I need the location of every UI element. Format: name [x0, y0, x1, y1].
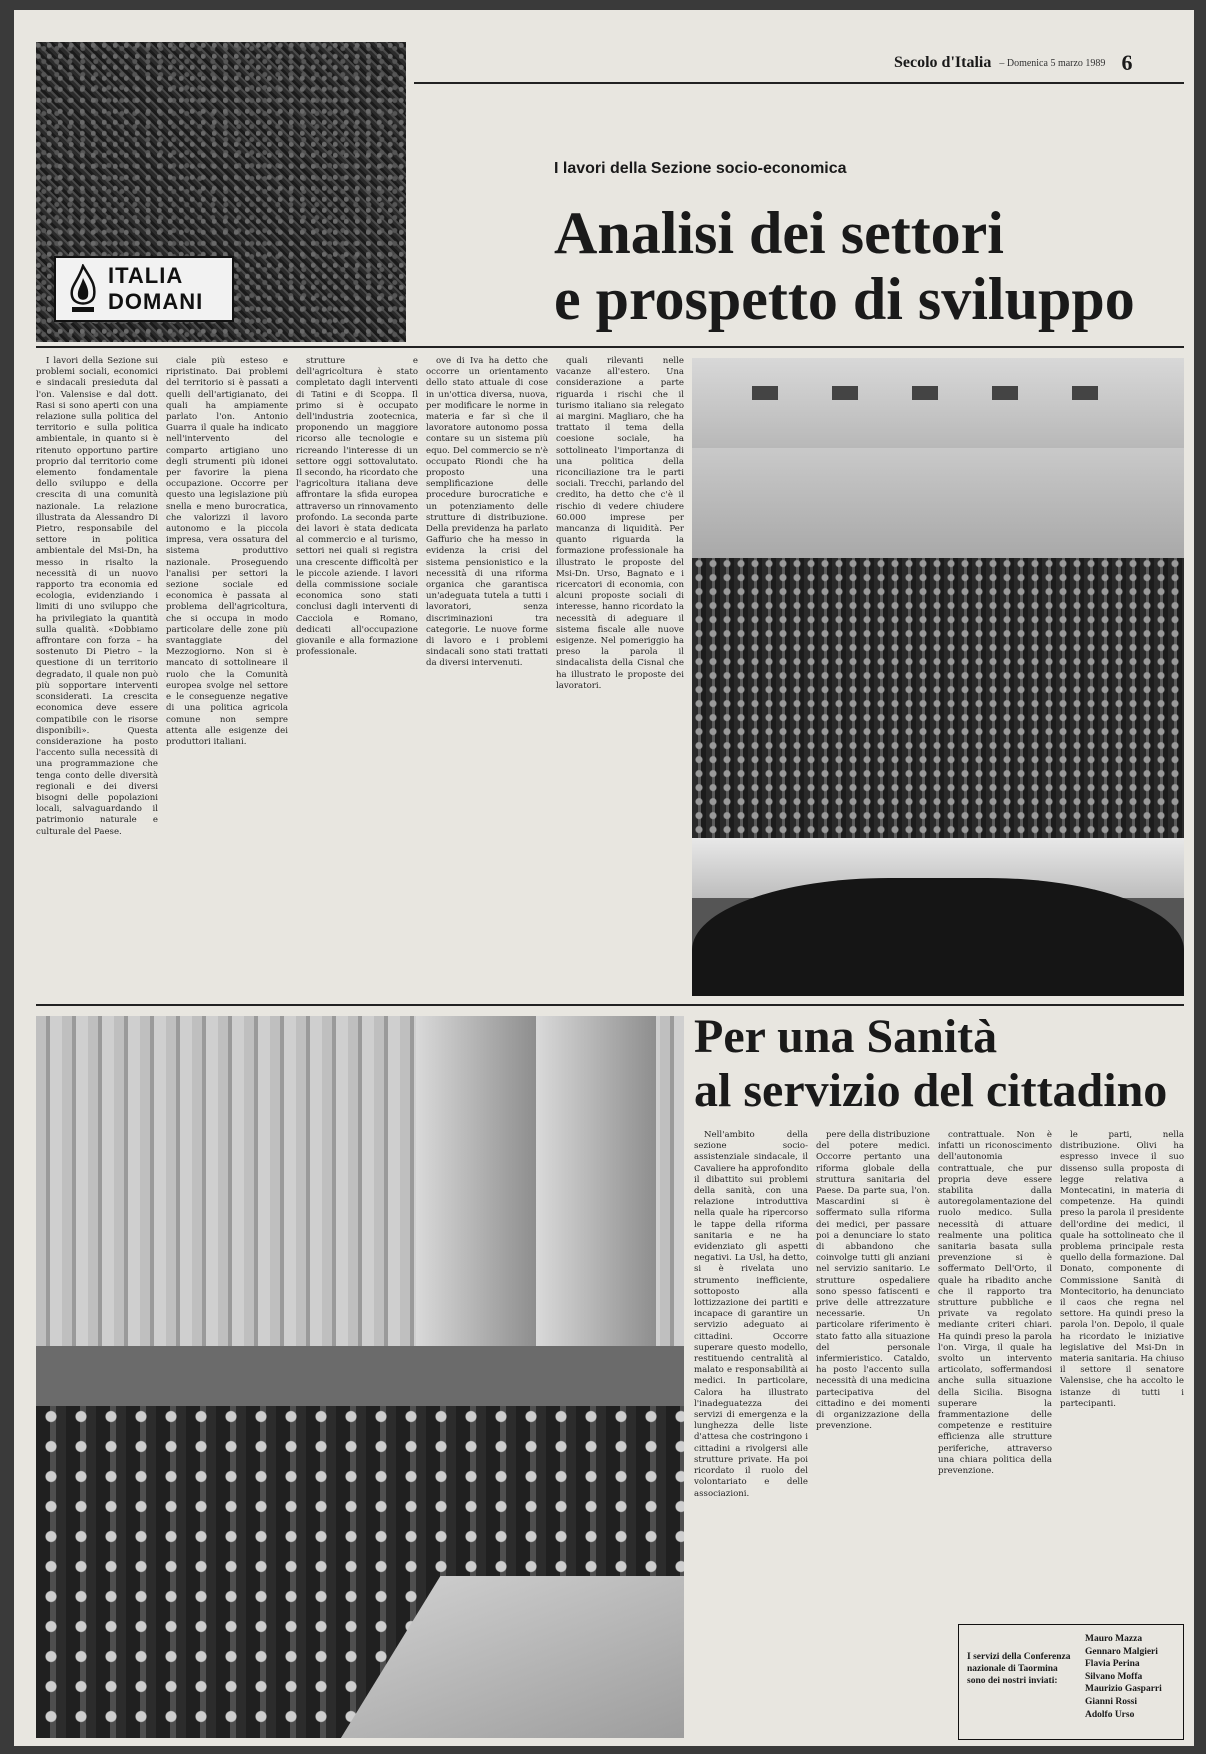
article-1-column-5-text: quali rilevanti nelle vacanze all'estero. Una considerazione a parte riguarda i rischi che il turismo italiano sia relegato ai margini. Magliaro, che ha trattato il tema della coesione sociale, ha sottolineato l'importanza di una politica della riconciliazione tra le parti sociali. Trecchi, parlando del credito, ha detto che c'è il rischio di vedere chiudere 60.000 imprese per mancanza di liquidità. Per quanto riguarda la formazione professionale ha illustrato le proposte del Msi-Dn. Urso, Bagnato e i ricercatori di economia, con alcuni proposte sociali di interesse, hanno ricordato la necessità di adeguare il sistema fiscale alle nuove esigenze. Nel pomeriggio ha preso la parola il sindacalista della Cisnal che ha illustrato le proposte dei lavoratori.	[556, 356, 684, 691]
page-number: 6	[1121, 50, 1133, 75]
article-1-column-5	[556, 356, 684, 1000]
correspondent-name: Adolfo Urso	[1085, 1709, 1135, 1720]
article-2-headline-line-1: Per una Sanità	[694, 1010, 998, 1063]
lower-section-rule	[36, 1004, 1184, 1006]
top-rule	[414, 82, 1184, 84]
correspondent-name: Flavia Perina	[1085, 1659, 1140, 1670]
correspondents-caption: I servizi della Conferenza nazionale di Taormina sono dei nostri inviati:	[967, 1652, 1071, 1686]
article-1-headline	[554, 200, 1174, 332]
article-2-column-2	[816, 1130, 930, 1738]
article-2-column-3-text: contrattuale. Non è infatti un riconoscimento dell'autonomia contrattuale, che pur propria deve essere stabilita dalla autoregolamentazione del ruolo medico. Sulla necessità di attuare realmente una politica sanitaria basata sulla prevenzione si è soffermato Dell'Orto, il quale ha ribadito anche che il rapporto tra strutture pubbliche e private va regolato mediante criteri chiari. Ha quindi preso la parola l'on. Virga, il quale ha svolto un intervento articolato, soffermandosi anche sulla situazione della Sicilia. Bisogna superare la frammentazione delle competenze e restituire efficienza alle strutture periferiche, attraverso una chiara politica della prevenzione.	[938, 1130, 1052, 1477]
masthead-date: – Domenica 5 marzo 1989	[999, 57, 1106, 69]
section-rule	[36, 346, 1184, 348]
article-1-headline-line-2: e prospetto di sviluppo	[554, 266, 1135, 332]
article-1-column-2	[166, 356, 288, 1000]
article-2-column-1-text: Nell'ambito della sezione socio-assistenziale sindacale, il Cavaliere ha approfondito il dibattito sui problemi della sanità, con una relazione introduttiva nella quale ha ripercorso le tappe della riforma sanitaria e ne ha evidenziato gli aspetti negativi. La Usl, ha detto, si è rivelata uno strumento inefficiente, sottoposto alla lottizzazione dei partiti e incapace di garantire un servizio adeguato ai cittadini. Occorre superare questo modello, restituendo centralità al malato e responsabilità ai medici. In particolare, Calora ha illustrato l'inadeguatezza dei servizi di emergenza e la lunghezza delle liste d'attesa che costringono i cittadini a rivolgersi alle strutture private. Ha poi ricordato il ruolo del volontariato e delle associazioni.	[694, 1130, 808, 1499]
article-2-column-4-text: le parti, nella distribuzione. Olivi ha espresso invece il suo dissenso sulla proposta di legge relativa a Montecatini, in materia di competenze. Ha quindi preso la parola il presidente dell'ordine dei medici, il quale ha sottolineato che il problema principale resta quello della formazione. Dal Donato, componente di Commissione Sanità di Montecitorio, ha denunciato il caos che regna nel settore. Ha quindi preso la parola l'on. Depolo, il quale ha ricordato le iniziative legislative del Msi-Dn in materia sanitaria. Ha chiuso il settore il senatore Valensise, che ha accolto le istanze di tutti i partecipanti.	[1060, 1130, 1184, 1409]
italia-domani-logo	[54, 256, 234, 322]
correspondent-name: Maurizio Gasparri	[1085, 1684, 1162, 1695]
correspondents-names	[1079, 1625, 1168, 1739]
article-2-column-1	[694, 1130, 808, 1738]
article-1-column-2-text: ciale più esteso e ripristinato. Dai problemi del territorio si è passati a quelli dell'artigianato, dei quali ha ampiamente parlato l'on. Antonio Guarra il quale ha indicato nell'intervento del comparto artigiano uno degli strumenti più idonei per favorire la piena occupazione. Occorre per questo una legislazione più snella e meno burocratica, che valorizzi il lavoro autonomo e la piccola impresa, vera ossatura del sistema produttivo nazionale. Proseguendo l'analisi per settori la sezione sociale ed economica è passata al problema dell'agricoltura, che si occupa in modo particolare delle zone più svantaggiate del Mezzogiorno. Non si è mancato di sottolineare il ruolo che la Comunità europea svolge nel settore e le conseguenze negative di una politica agricola comune non sempre attenta alle esigenze dei produttori italiani.	[166, 356, 288, 747]
conference-hall-photo	[692, 358, 1184, 996]
article-2-column-4	[1060, 1130, 1184, 1616]
correspondent-name: Silvano Moffa	[1085, 1671, 1143, 1682]
article-1-column-4	[426, 356, 548, 1000]
flame-icon	[64, 264, 102, 314]
logo-line-1: ITALIA	[108, 263, 184, 288]
article-1-column-3-text: strutture e dell'agricoltura è stato completato dagli interventi di Tatini e di Scoppa. Il primo si è occupato dell'industria zootecnica, proponendo un maggiore ricorso alle tecnologie e ricreando l'interesse di un settore oggi sottovalutato. Il secondo, ha ricordato che l'agricoltura italiana deve affrontare la sfida europea attraverso un rinnovamento profondo. La seconda parte dei lavori è stata dedicata al commercio e al turismo, settori nei quali si registra una crescente difficoltà per le piccole aziende. I lavori della commissione sociale economica sono stati conclusi dagli interventi di Cacciola e Romano, dedicati all'occupazione giovanile e alla formazione professionale.	[296, 356, 418, 658]
correspondent-name: Mauro Mazza	[1085, 1634, 1143, 1644]
article-2-headline-line-2: al servizio del cittadino	[694, 1064, 1168, 1117]
masthead	[894, 48, 1184, 78]
masthead-paper-name: Secolo d'Italia	[894, 54, 992, 71]
article-1-headline-line-1: Analisi dei settori	[554, 200, 1004, 266]
correspondent-name: Gianni Rossi	[1085, 1696, 1138, 1707]
audience-photo	[36, 1016, 684, 1738]
correspondent-name: Gennaro Malgieri	[1085, 1646, 1158, 1657]
article-2-headline	[694, 1010, 1184, 1118]
correspondents-box	[958, 1624, 1184, 1740]
article-1-kicker: I lavori della Sezione socio-economica	[554, 160, 847, 177]
article-1-column-4-text: ove di Iva ha detto che occorre un orientamento dello stato attuale di cose in un'ottica diversa, nuova, per modificare le norme in materia e far sì che il lavoratore autonomo possa contare su un sistema più equo. Del commercio se n'è occupato Riondi che ha proposto una semplificazione delle procedure burocratiche e un potenziamento delle strutture di distribuzione. Della previdenza ha parlato Gaffurio che ha messo in evidenza la crisi del sistema pensionistico e la necessità di una riforma organica che garantisca un'adeguata tutela a tutti i lavoratori, senza discriminazioni tra categorie. Le nuove forme di lavoro e i problemi sindacali sono stati trattati da diversi intervenuti.	[426, 356, 548, 669]
article-1-column-1	[36, 356, 158, 1000]
article-1-column-3	[296, 356, 418, 1000]
article-2-column-2-text: pere della distribuzione del potere medici. Occorre pertanto una riforma globale della struttura sanitaria del Paese. Da parte sua, l'on. Mascardini si è soffermato sulla riforma dei medici, per passare poi a denunciare lo stato di abbandono che coinvolge tutti gli anziani nel servizio sanitario. Le strutture ospedaliere sono spesso fatiscenti e prive delle attrezzature necessarie. Un particolare riferimento è stato fatto alla situazione del personale infermieristico. Cataldo, ha posto l'accento sulla necessità di una medicina partecipativa del cittadino e dei momenti di organizzazione della prevenzione.	[816, 1130, 930, 1432]
newspaper-page	[14, 10, 1194, 1746]
article-1-column-1-text: I lavori della Sezione sui problemi sociali, economici e sindacali presieduta dal l'on. Valensise e dal dott. Rasi si sono aperti con una relazione sulla politica del territorio e sulla politica ambientale, in quanto si è ritenuto opportuno partire proprio dal territorio come elemento fondamentale dello sviluppo e della crescita di una comunità nazionale. La relazione illustrata da Alessandro Di Pietro, responsabile del settore in politica ambientale del Msi-Dn, ha messo in risalto la necessità di un nuovo rapporto tra economia ed ecologia, evidenziando i limiti di uno sviluppo che ha privilegiato la quantità sulla qualità. «Dobbiamo affrontare con forza – ha sostenuto Di Pietro – la questione di un territorio degradato, il quale non può più sopportare interventi sconsiderati. La crescita economica deve essere compatibile con le risorse disponibili». Questa considerazione ha posto l'accento sulla necessità di una programmazione che tenga conto delle diversità regionali e dei diversi bisogni delle popolazioni locali, salvaguardando il patrimonio naturale e culturale del Paese.	[36, 356, 158, 837]
logo-line-2: DOMANI	[108, 289, 204, 314]
